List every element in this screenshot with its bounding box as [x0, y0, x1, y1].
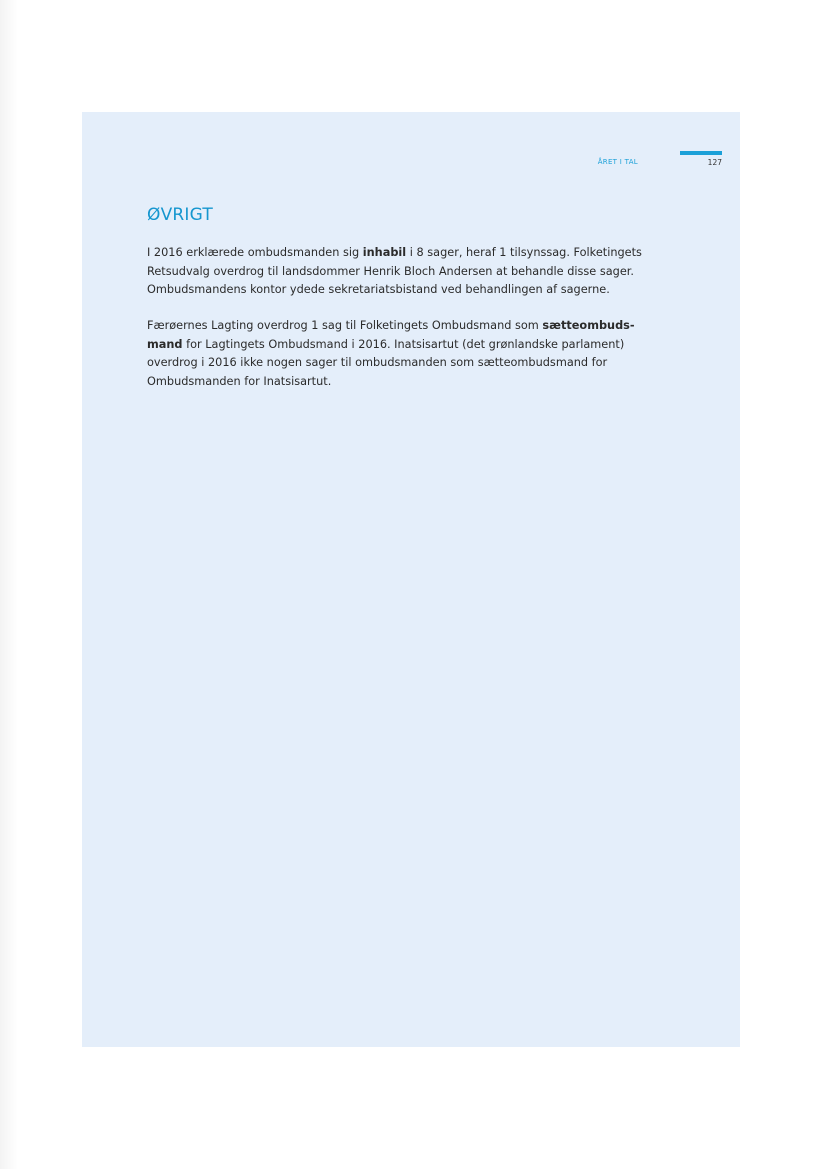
- emphasis-inhabil: inhabil: [362, 246, 407, 259]
- page-number: 127: [707, 158, 722, 167]
- text-run: I 2016 erklærede ombudsmanden sig: [147, 246, 363, 259]
- paragraph-inhabil: [147, 244, 677, 300]
- text-line: Ombudsmandens kontor ydede sekretariatsbistand ved behandlingen af sagerne.: [147, 283, 610, 296]
- running-head: ÅRET I TAL: [597, 158, 638, 166]
- section-title: ØVRIGT: [147, 205, 213, 225]
- scan-edge-shadow: [0, 0, 18, 1169]
- paragraph-saetteombudsmand: [147, 317, 677, 391]
- text-line: [147, 244, 677, 263]
- text-run: Færøernes Lagting overdrog 1 sag til Folketingets Ombudsmand som: [147, 319, 543, 332]
- text-line: Ombudsmanden for Inatsisartut.: [147, 374, 332, 388]
- emphasis-saetteombudsmand-part2: mand: [147, 337, 183, 351]
- text-line: Retsudvalg overdrog til landsdommer Henrik Bloch Andersen at behandle disse sager.: [147, 264, 634, 278]
- text-run: for Lagtingets Ombudsmand i 2016. Inatsisartut (det grønlandske parlament): [182, 337, 625, 351]
- text-line: [147, 317, 677, 336]
- text-line: [147, 336, 677, 355]
- header-accent-bar: [680, 151, 722, 155]
- text-run: i 8 sager, heraf 1 tilsynssag. Folketingets: [406, 246, 642, 259]
- text-line: overdrog i 2016 ikke nogen sager til ombudsmanden som sætteombudsmand for: [147, 356, 608, 369]
- emphasis-saetteombudsmand-part1: sætteombuds-: [542, 319, 635, 332]
